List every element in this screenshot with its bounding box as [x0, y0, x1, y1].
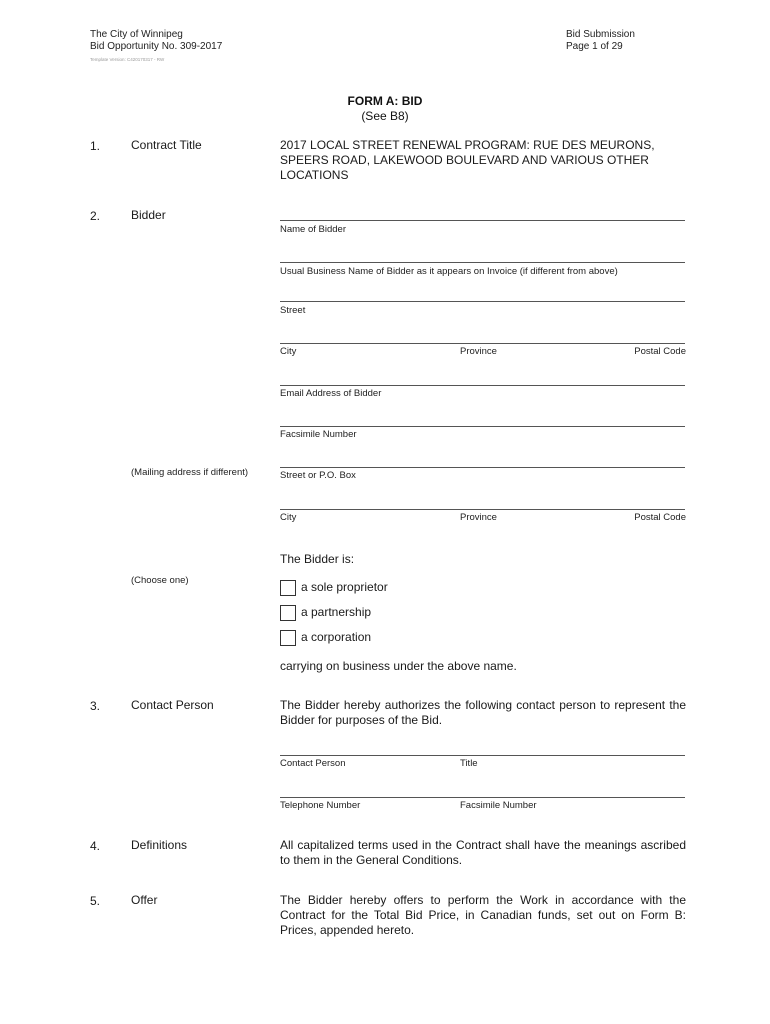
- mailing-city-label: City: [280, 512, 297, 523]
- contract-title-line-3: LOCATIONS: [280, 168, 349, 182]
- postal-code-label: Postal Code: [634, 346, 686, 357]
- section-3-number: 3.: [90, 699, 101, 713]
- sole-proprietor-checkbox[interactable]: [280, 580, 296, 596]
- definitions-text: All capitalized terms used in the Contract shall have the meanings ascribed to them in the General Conditions.: [280, 838, 686, 867]
- section-2-number: 2.: [90, 209, 101, 223]
- header-bid-opportunity: Bid Opportunity No. 309-2017: [90, 41, 223, 52]
- telephone-labels-row: [280, 800, 686, 812]
- form-title: FORM A: BID: [347, 94, 423, 108]
- mailing-address-note: (Mailing address if different): [131, 467, 249, 478]
- contract-title-line-2: SPEERS ROAD, LAKEWOOD BOULEVARD AND VARIOUS OTHER: [280, 153, 649, 167]
- offer-text: The Bidder hereby offers to perform the Work in accordance with the Contract for the Total Bid Price, in Canadian funds, set out on Form B: Prices, appended hereto.: [280, 893, 686, 937]
- street-field[interactable]: [280, 301, 685, 302]
- province-label: Province: [460, 346, 497, 357]
- email-label: Email Address of Bidder: [280, 388, 382, 399]
- mailing-address-labels-row: [280, 512, 686, 524]
- mailing-province-label: Province: [460, 512, 497, 523]
- mailing-postal-code-label: Postal Code: [634, 512, 686, 523]
- mailing-city-province-postal-field[interactable]: [280, 509, 685, 510]
- choose-one-note: (Choose one): [131, 575, 189, 586]
- contact-person-text: The Bidder hereby authorizes the following contact person to represent the Bidder for purposes of the Bid.: [280, 698, 686, 727]
- corporation-label: a corporation: [301, 630, 372, 644]
- name-of-bidder-field[interactable]: [280, 220, 685, 221]
- address-labels-row: [280, 346, 686, 358]
- bidder-is-heading: The Bidder is:: [280, 552, 355, 566]
- corporation-checkbox[interactable]: [280, 630, 296, 646]
- section-4-label: Definitions: [131, 838, 188, 852]
- city-province-postal-field[interactable]: [280, 343, 685, 344]
- contact-fax-label: Facsimile Number: [460, 800, 537, 811]
- section-2-label: Bidder: [131, 208, 166, 222]
- contact-labels-row: [280, 758, 686, 770]
- section-3-label: Contact Person: [131, 698, 214, 712]
- po-box-label: Street or P.O. Box: [280, 470, 356, 481]
- telephone-label: Telephone Number: [280, 800, 361, 811]
- partnership-checkbox[interactable]: [280, 605, 296, 621]
- email-field[interactable]: [280, 385, 685, 386]
- sole-proprietor-label: a sole proprietor: [301, 580, 388, 594]
- section-1-number: 1.: [90, 139, 101, 153]
- business-name-field[interactable]: [280, 262, 685, 263]
- business-name-label: Usual Business Name of Bidder as it appears on Invoice (if different from above): [280, 266, 618, 277]
- partnership-label: a partnership: [301, 605, 372, 619]
- fax-field[interactable]: [280, 426, 685, 427]
- header-doc-type: Bid Submission: [566, 29, 635, 40]
- contact-title-label: Title: [460, 758, 478, 769]
- section-5-number: 5.: [90, 894, 101, 908]
- section-1-label: Contract Title: [131, 138, 202, 152]
- city-label: City: [280, 346, 297, 357]
- header-template-version: Template Version: C420170317 - RW: [90, 57, 165, 62]
- po-box-field[interactable]: [280, 467, 685, 468]
- header-page-number: Page 1 of 29: [566, 41, 623, 52]
- section-4-number: 4.: [90, 839, 101, 853]
- form-subtitle: (See B8): [361, 109, 409, 123]
- name-of-bidder-label: Name of Bidder: [280, 224, 347, 235]
- contact-person-title-field[interactable]: [280, 755, 685, 756]
- telephone-fax-field[interactable]: [280, 797, 685, 798]
- section-5-label: Offer: [131, 893, 158, 907]
- contract-title-line-1: 2017 LOCAL STREET RENEWAL PROGRAM: RUE DES MEURONS,: [280, 138, 655, 152]
- street-label: Street: [280, 305, 306, 316]
- contact-person-label: Contact Person: [280, 758, 346, 769]
- fax-label: Facsimile Number: [280, 429, 357, 440]
- header-org: The City of Winnipeg: [90, 29, 183, 40]
- carrying-on-business-text: carrying on business under the above name.: [280, 659, 517, 673]
